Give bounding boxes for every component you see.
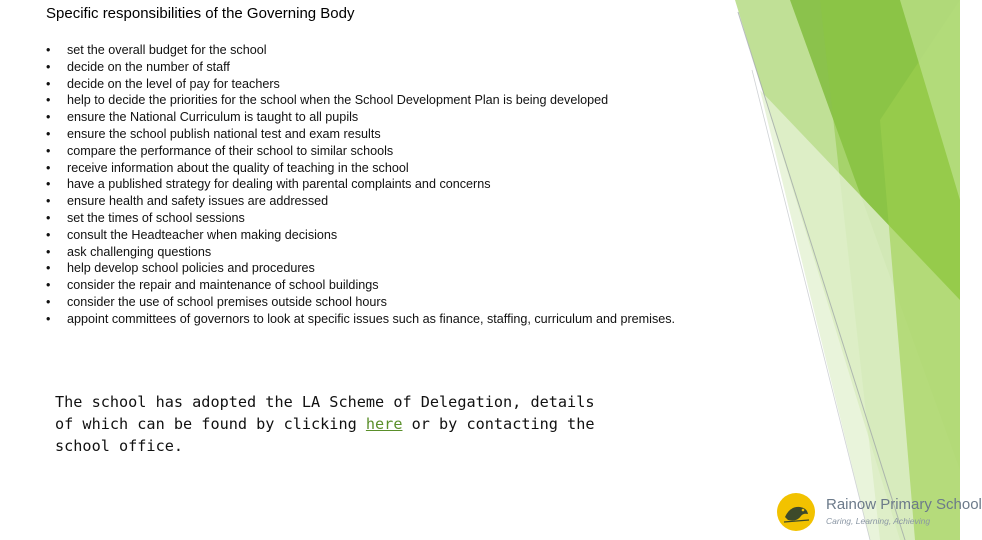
bullet-icon: • (46, 311, 51, 326)
responsibility-text: consider the use of school premises outside school hours (67, 294, 387, 309)
responsibility-text: decide on the number of staff (67, 59, 230, 74)
responsibility-text: set the times of school sessions (67, 210, 245, 225)
bullet-icon: • (46, 177, 51, 192)
responsibility-item (46, 311, 696, 328)
responsibility-item (46, 76, 696, 93)
bullet-icon: • (46, 278, 51, 293)
bullet-icon: • (46, 261, 51, 276)
school-logo (776, 492, 982, 534)
bullet-icon: • (46, 194, 51, 209)
responsibility-item (46, 260, 696, 277)
responsibility-item (46, 244, 696, 261)
bullet-icon: • (46, 143, 51, 158)
delegation-note (55, 391, 595, 457)
responsibility-item (46, 42, 696, 59)
responsibilities-list (46, 42, 696, 328)
responsibility-item (46, 143, 696, 160)
bullet-icon: • (46, 210, 51, 225)
responsibility-item (46, 193, 696, 210)
bullet-icon: • (46, 244, 51, 259)
responsibility-text: consider the repair and maintenance of school buildings (67, 278, 379, 293)
responsibility-item (46, 109, 696, 126)
page-title: Specific responsibilities of the Governing Body (46, 5, 355, 22)
responsibility-item (46, 294, 696, 311)
responsibility-text: ensure the National Curriculum is taught to all pupils (67, 110, 359, 125)
school-name: Rainow Primary School (826, 496, 982, 513)
bullet-icon: • (46, 76, 51, 91)
responsibility-item (46, 176, 696, 193)
bullet-icon: • (46, 126, 51, 141)
bullet-icon: • (46, 160, 51, 175)
school-motto: Caring, Learning, Achieving (826, 516, 931, 526)
responsibility-text: ensure the school publish national test and exam results (67, 126, 381, 141)
responsibility-text: ask challenging questions (67, 244, 212, 259)
bullet-icon: • (46, 93, 51, 108)
responsibility-item (46, 210, 696, 227)
bird-badge-icon (776, 492, 816, 532)
bullet-icon: • (46, 227, 51, 242)
responsibility-item (46, 92, 696, 109)
bullet-icon: • (46, 43, 51, 57)
responsibility-item (46, 277, 696, 294)
responsibility-item (46, 227, 696, 244)
responsibility-text: have a published strategy for dealing with parental complaints and concerns (67, 177, 491, 192)
responsibility-text: compare the performance of their school to similar schools (67, 143, 394, 158)
responsibility-text: decide on the level of pay for teachers (67, 76, 280, 91)
bullet-icon: • (46, 110, 51, 125)
responsibility-text: receive information about the quality of teaching in the school (67, 160, 409, 175)
note-text-after: or by contacting the school office. (55, 415, 595, 455)
responsibility-item (46, 126, 696, 143)
responsibility-text: appoint committees of governors to look at specific issues such as finance, staffing, curriculum and premises. (67, 311, 676, 326)
bullet-icon: • (46, 294, 51, 309)
responsibility-text: ensure health and safety issues are addressed (67, 194, 329, 209)
note-text-before: The school has adopted the LA Scheme of Delegation, details of which can be found by clicking (55, 393, 595, 433)
responsibility-item (46, 59, 696, 76)
bullet-icon: • (46, 59, 51, 74)
responsibility-text: consult the Headteacher when making decisions (67, 227, 338, 242)
responsibility-text: help to decide the priorities for the school when the School Development Plan is being developed (67, 93, 609, 108)
responsibility-item (46, 160, 696, 177)
responsibility-text: set the overall budget for the school (67, 43, 267, 57)
here-link[interactable]: here (365, 415, 403, 433)
responsibility-text: help develop school policies and procedures (67, 261, 315, 276)
